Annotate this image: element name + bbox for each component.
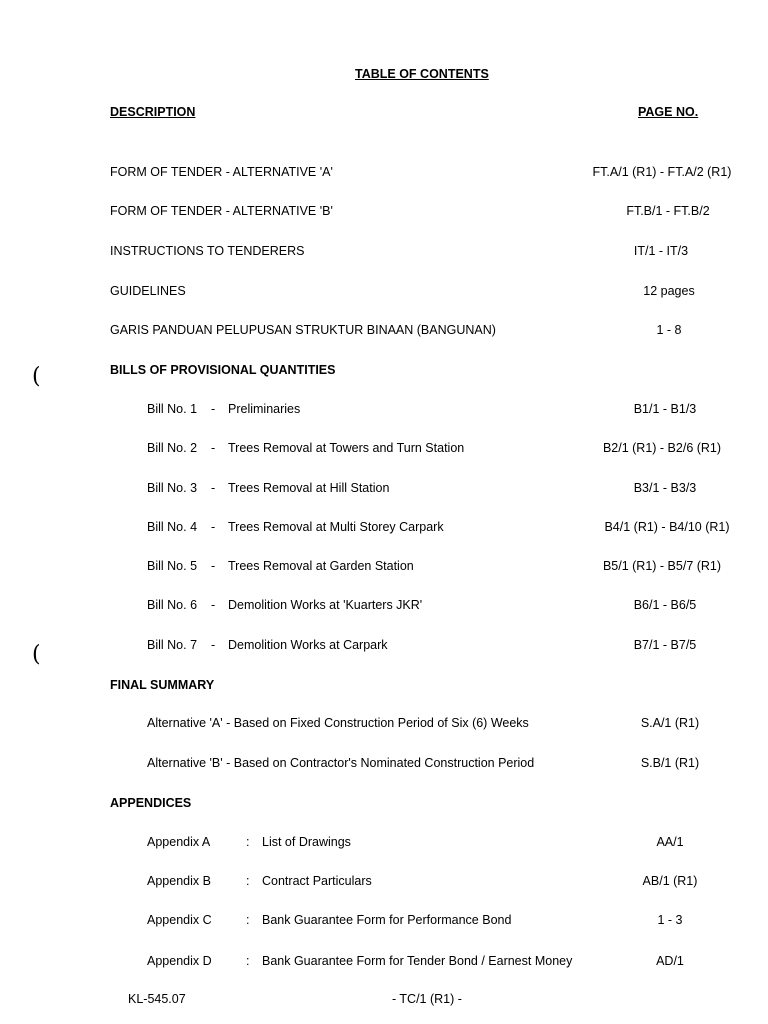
appendix-name: Appendix D xyxy=(147,954,212,968)
appendix-description: Contract Particulars xyxy=(262,874,372,888)
summary-page: S.B/1 (R1) xyxy=(640,756,700,770)
appendix-name: Appendix B xyxy=(147,874,211,888)
description-header: DESCRIPTION xyxy=(110,105,196,119)
entry-description: FORM OF TENDER - ALTERNATIVE 'B' xyxy=(110,204,333,218)
summary-description: Alternative 'A' - Based on Fixed Construction Period of Six (6) Weeks xyxy=(147,716,529,730)
bill-dash: - xyxy=(211,598,216,612)
bill-dash: - xyxy=(211,441,216,455)
appendix-page: AB/1 (R1) xyxy=(642,874,698,888)
bill-number: Bill No. 5 xyxy=(147,559,198,573)
entry-description: INSTRUCTIONS TO TENDERERS xyxy=(110,244,305,258)
appendix-colon: : xyxy=(246,913,250,927)
bill-description: Trees Removal at Towers and Turn Station xyxy=(228,441,465,455)
appendix-name: Appendix A xyxy=(147,835,211,849)
bill-page: B1/1 - B1/3 xyxy=(633,402,697,416)
bill-description: Trees Removal at Multi Storey Carpark xyxy=(228,520,444,534)
appendix-colon: : xyxy=(246,954,250,968)
bill-description: Demolition Works at Carpark xyxy=(228,638,388,652)
entry-page: FT.B/1 - FT.B/2 xyxy=(626,204,710,218)
bill-number: Bill No. 4 xyxy=(147,520,198,534)
appendix-colon: : xyxy=(246,835,250,849)
appendix-description: Bank Guarantee Form for Tender Bond / Earnest Money xyxy=(262,954,573,968)
bill-description: Demolition Works at 'Kuarters JKR' xyxy=(228,598,423,612)
entry-page: FT.A/1 (R1) - FT.A/2 (R1) xyxy=(592,165,732,179)
appendix-colon: : xyxy=(246,874,250,888)
bill-number: Bill No. 1 xyxy=(147,402,198,416)
entry-description: FORM OF TENDER - ALTERNATIVE 'A' xyxy=(110,165,333,179)
bill-dash: - xyxy=(211,481,216,495)
appendix-description: List of Drawings xyxy=(262,835,351,849)
bill-number: Bill No. 3 xyxy=(147,481,198,495)
bill-dash: - xyxy=(211,520,216,534)
bills-heading: BILLS OF PROVISIONAL QUANTITIES xyxy=(110,363,336,377)
bill-number: Bill No. 2 xyxy=(147,441,198,455)
appendices-heading: APPENDICES xyxy=(110,796,192,810)
entry-page: IT/1 - IT/3 xyxy=(633,244,689,258)
bill-description: Preliminaries xyxy=(228,402,301,416)
punch-hole-mark: ( xyxy=(32,642,41,667)
bill-page: B3/1 - B3/3 xyxy=(633,481,697,495)
summary-heading: FINAL SUMMARY xyxy=(110,678,215,692)
page-title: TABLE OF CONTENTS xyxy=(355,67,489,81)
bill-page: B7/1 - B7/5 xyxy=(633,638,697,652)
appendix-page: 1 - 3 xyxy=(657,913,683,927)
entry-page: 12 pages xyxy=(643,284,695,298)
entry-description: GARIS PANDUAN PELUPUSAN STRUKTUR BINAAN (BANGUNAN) xyxy=(110,323,496,337)
punch-hole-mark: ( xyxy=(32,364,41,389)
bill-number: Bill No. 7 xyxy=(147,638,198,652)
appendix-page: AD/1 xyxy=(656,954,684,968)
bill-description: Trees Removal at Garden Station xyxy=(228,559,414,573)
entry-page: 1 - 8 xyxy=(656,323,682,337)
bill-number: Bill No. 6 xyxy=(147,598,198,612)
bill-description: Trees Removal at Hill Station xyxy=(228,481,390,495)
bill-dash: - xyxy=(211,638,216,652)
entry-description: GUIDELINES xyxy=(110,284,186,298)
bill-dash: - xyxy=(211,402,216,416)
bill-page: B4/1 (R1) - B4/10 (R1) xyxy=(604,520,730,534)
footer-page-number: - TC/1 (R1) - xyxy=(392,992,462,1006)
footer-reference: KL-545.07 xyxy=(128,992,186,1006)
page-no-header: PAGE NO. xyxy=(638,105,699,119)
appendix-page: AA/1 xyxy=(656,835,684,849)
summary-page: S.A/1 (R1) xyxy=(640,716,700,730)
bill-page: B2/1 (R1) - B2/6 (R1) xyxy=(602,441,722,455)
appendix-name: Appendix C xyxy=(147,913,212,927)
appendix-description: Bank Guarantee Form for Performance Bond xyxy=(262,913,512,927)
bill-page: B6/1 - B6/5 xyxy=(633,598,697,612)
bill-dash: - xyxy=(211,559,216,573)
summary-description: Alternative 'B' - Based on Contractor's Nominated Construction Period xyxy=(147,756,535,770)
bill-page: B5/1 (R1) - B5/7 (R1) xyxy=(602,559,722,573)
